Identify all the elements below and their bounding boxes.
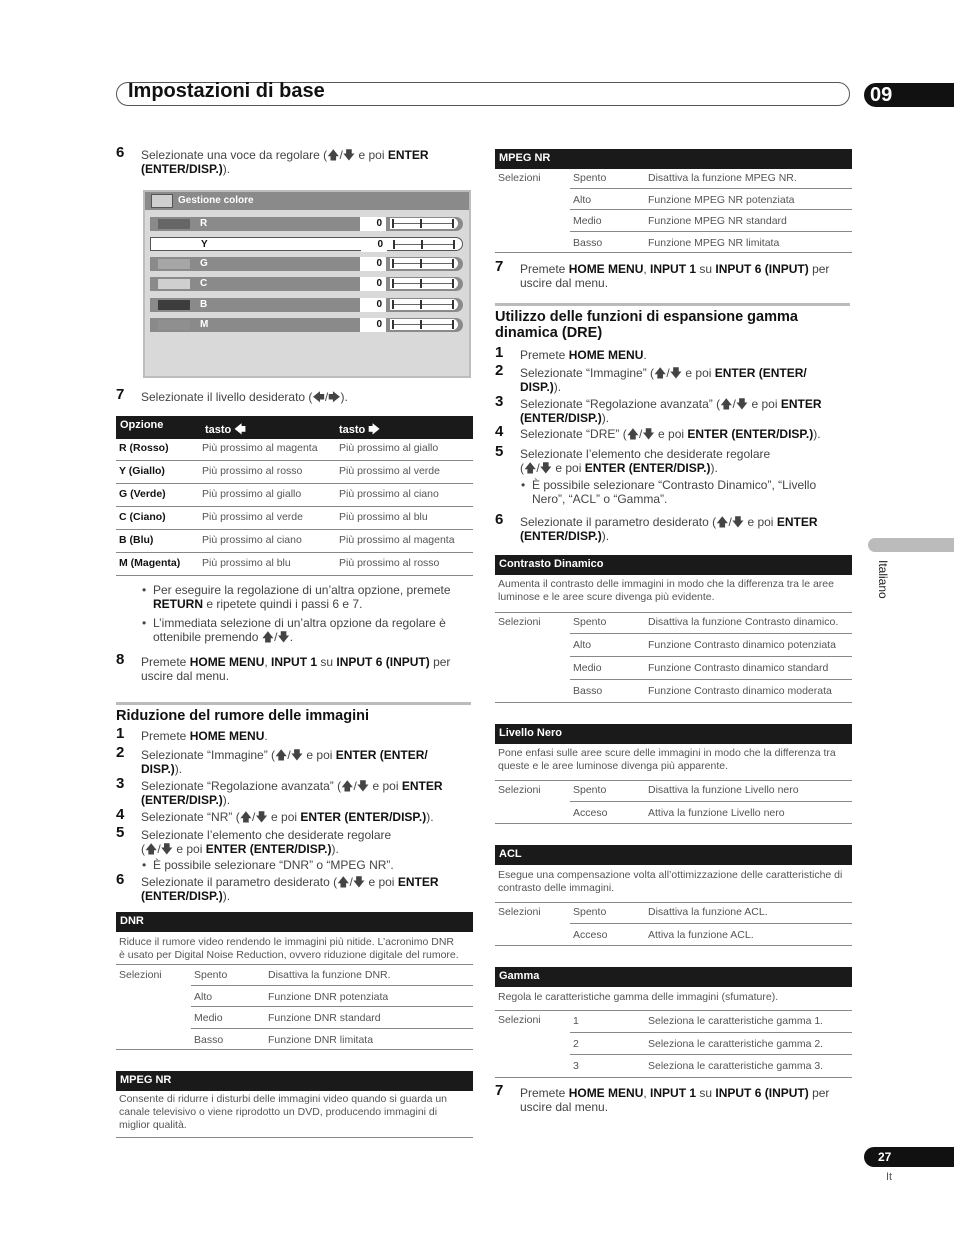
slider-end [452, 279, 454, 288]
contrasto-selections-label: Selezioni [498, 616, 541, 628]
dre-step-1: 1 Premete HOME MENU. [495, 344, 647, 362]
option-right-effect: Più prossimo al giallo [339, 442, 439, 454]
selection-option: 2 [573, 1037, 579, 1050]
color-label: M [200, 319, 209, 330]
gamma-table-header: Gamma [495, 967, 852, 987]
gamma-selections-label: Selezioni [498, 1014, 541, 1026]
divider [116, 1049, 473, 1050]
color-swatch [159, 240, 191, 250]
selection-option: Basso [194, 1033, 224, 1046]
color-slider[interactable] [390, 299, 458, 310]
mpeg-selections-label: Selezioni [498, 172, 541, 184]
mpeg-left-table-header: MPEG NR [116, 1071, 473, 1091]
divider [570, 231, 852, 232]
selection-option: Acceso [573, 806, 608, 819]
mpeg-left-description: Consente di ridurre i disturbi delle immagini video quando si guarda un canale televisivo o viene riprodotto un DVD, producendo immagini di miglior qualità. [119, 1093, 448, 1131]
color-swatch [158, 279, 190, 289]
option-name: C (Ciano) [119, 511, 166, 523]
slider-end [452, 259, 454, 268]
livello-table-header: Livello Nero [495, 724, 852, 744]
contrasto-description: Aumenta il contrasto delle immagini in modo che la differenza tra le aree luminose e le aree scure divenga più evidente. [498, 578, 834, 603]
page-number: 27 [864, 1147, 954, 1167]
color-value: 0 [361, 238, 387, 252]
selection-option: Spento [573, 616, 607, 628]
gamma-description: Regola le caratteristiche gamma delle immagini (sfumature). [498, 991, 779, 1003]
selection-option: Alto [573, 639, 592, 651]
selection-option: Alto [573, 193, 592, 206]
color-slider[interactable] [390, 258, 458, 269]
divider [570, 679, 852, 680]
section-heading-dre: Utilizzo delle funzioni di espansione gamma dinamica (DRE) [495, 309, 798, 341]
option-name: G (Verde) [119, 488, 166, 500]
selection-effect: Funzione MPEG NR potenziata [648, 193, 795, 206]
selection-option: Medio [573, 215, 602, 227]
slider-track [394, 283, 454, 284]
color-swatch [158, 320, 190, 330]
bullet-return: • Per eseguire la regolazione di un’altra opzione, premete RETURN e ripetete quindi i passi 6 e 7. [153, 583, 473, 611]
option-right-effect: Più prossimo al verde [339, 465, 440, 477]
nr-step-4: 4 Selezionate “NR” (🡅/🡇 e poi ENTER (ENTER/DISP.)). [116, 806, 434, 824]
color-slider[interactable] [390, 278, 458, 289]
slider-end [452, 300, 454, 309]
slider-end [452, 219, 454, 228]
selection-effect: Funzione Contrasto dinamico standard [648, 662, 829, 674]
option-left-effect: Più prossimo al blu [202, 557, 291, 569]
selection-effect: Seleziona le caratteristiche gamma 2. [648, 1037, 824, 1050]
divider [495, 945, 852, 946]
step-7: 7 Selezionate il livello desiderato (🡄/🡆). [116, 386, 348, 404]
section-rule [495, 303, 850, 306]
option-right-effect: Più prossimo al ciano [339, 488, 439, 500]
divider [570, 801, 852, 802]
divider [570, 209, 852, 210]
nr-step-5: 5 Selezionate l’elemento che desiderate regolare (🡅/🡇 e poi ENTER (ENTER/DISP.)). [116, 824, 392, 856]
nr-step-6: 6 Selezionate il parametro desiderato (🡅/🡇 e poi ENTER (ENTER/DISP.)). [116, 871, 439, 903]
panel-title: Gestione colore [178, 195, 254, 206]
dre-step-6: 6 Selezionate il parametro desiderato (🡅/🡇 e poi ENTER (ENTER/DISP.)). [495, 511, 818, 543]
selection-effect: Disattiva la funzione Livello nero [648, 784, 799, 796]
dre-step-5: 5 Selezionate l’elemento che desiderate regolare (🡅/🡇 e poi ENTER (ENTER/DISP.)). [495, 443, 771, 475]
selection-effect: Funzione MPEG NR standard [648, 215, 787, 227]
color-label: C [200, 278, 208, 289]
selection-option: Spento [573, 906, 607, 918]
option-name: R (Rosso) [119, 442, 169, 454]
divider [116, 483, 473, 484]
nr-step-5-bullet: • È possibile selezionare “DNR” o “MPEG NR”. [153, 858, 473, 872]
mpeg-table-header: MPEG NR [495, 149, 852, 169]
acl-description: Esegue una compensazione volta all’ottimizzazione delle caratteristiche di contrasto delle immagini. [498, 869, 843, 894]
color-swatch [158, 219, 190, 229]
right-step-7a: 7 Premete HOME MENU, INPUT 1 su INPUT 6 (INPUT) per uscire dal menu. [495, 258, 830, 290]
dre-step-4: 4 Selezionate “DRE” (🡅/🡇 e poi ENTER (ENTER/DISP.)). [495, 423, 821, 441]
color-row[interactable] [150, 217, 463, 231]
option-right-effect: Più prossimo al magenta [339, 534, 455, 546]
divider [495, 252, 852, 253]
divider [495, 1010, 852, 1011]
selection-option: Medio [573, 662, 602, 674]
selection-effect: Attiva la funzione Livello nero [648, 806, 785, 819]
dnr-selections-label: Selezioni [119, 969, 162, 981]
nr-step-2: 2 Selezionate “Immagine” (🡅/🡇 e poi ENTER (ENTER/ DISP.)). [116, 744, 428, 776]
right-step-7b: 7 Premete HOME MENU, INPUT 1 su INPUT 6 (INPUT) per uscire dal menu. [495, 1082, 830, 1114]
divider [495, 1077, 852, 1078]
divider [570, 923, 852, 924]
color-swatch [158, 300, 190, 310]
section-rule [116, 702, 471, 705]
color-value: 0 [360, 217, 386, 231]
selection-effect: Funzione Contrasto dinamico potenziata [648, 639, 836, 651]
acl-selections-label: Selezioni [498, 906, 541, 918]
slider-track [394, 223, 454, 224]
color-label: B [200, 299, 208, 310]
divider [116, 964, 473, 965]
color-swatch [158, 259, 190, 269]
palette-icon [151, 194, 173, 208]
selection-effect: Disattiva la funzione ACL. [648, 906, 768, 918]
page-title: Impostazioni di base [128, 80, 325, 102]
option-left-effect: Più prossimo al magenta [202, 442, 318, 454]
selection-option: 1 [573, 1015, 579, 1027]
option-table-header: Opzione tasto 🡄 tasto 🡆 [116, 416, 473, 439]
divider [191, 1006, 473, 1007]
divider [116, 1137, 473, 1138]
color-row[interactable] [150, 257, 463, 271]
selection-effect: Seleziona le caratteristiche gamma 1. [648, 1015, 824, 1027]
option-name: B (Blu) [119, 534, 154, 546]
slider-end [453, 240, 455, 249]
language-label: Italiano [876, 560, 890, 599]
divider [495, 702, 852, 703]
divider [570, 656, 852, 657]
color-value: 0 [360, 298, 386, 312]
slider-track [395, 244, 455, 245]
selection-effect: Disattiva la funzione MPEG NR. [648, 172, 797, 184]
selection-option: Spento [194, 969, 228, 981]
divider [116, 575, 473, 576]
color-value: 0 [360, 257, 386, 271]
option-left-effect: Più prossimo al ciano [202, 534, 302, 546]
color-value: 0 [360, 318, 386, 332]
color-slider[interactable] [390, 218, 458, 229]
selection-effect: Seleziona le caratteristiche gamma 3. [648, 1060, 824, 1072]
divider [570, 1032, 852, 1033]
divider [191, 985, 473, 986]
nr-step-3: 3 Selezionate “Regolazione avanzata” (🡅/🡇 e poi ENTER (ENTER/DISP.)). [116, 775, 443, 807]
selection-option: Alto [194, 990, 213, 1003]
slider-end [452, 320, 454, 329]
divider [570, 633, 852, 634]
slider-track [394, 304, 454, 305]
selection-option: Basso [573, 685, 603, 697]
selection-effect: Disattiva la funzione DNR. [268, 969, 391, 981]
divider [495, 823, 852, 824]
color-row[interactable] [150, 237, 463, 251]
livello-selections-label: Selezioni [498, 784, 541, 796]
selection-effect: Funzione DNR potenziata [268, 990, 389, 1003]
chapter-tab: 09 [864, 83, 954, 107]
color-row[interactable] [150, 298, 463, 312]
language-code: It [886, 1171, 893, 1183]
option-name: M (Magenta) [119, 557, 181, 569]
selection-option: Basso [573, 236, 603, 249]
step-8: 8 Premete HOME MENU, INPUT 1 su INPUT 6 (INPUT) per uscire dal menu. [116, 651, 451, 683]
selection-effect: Funzione DNR limitata [268, 1033, 374, 1046]
color-slider[interactable] [390, 319, 458, 330]
section-heading-nr: Riduzione del rumore delle immagini [116, 708, 369, 724]
step-6: 6 Selezionate una voce da regolare (🡅/🡇 e poi ENTER (ENTER/DISP.)). [116, 144, 429, 176]
option-left-effect: Più prossimo al verde [202, 511, 303, 523]
divider [191, 1028, 473, 1029]
divider [116, 506, 473, 507]
divider [570, 188, 852, 189]
contrasto-table-header: Contrasto Dinamico [495, 555, 852, 575]
divider [495, 612, 852, 613]
acl-table-header: ACL [495, 845, 852, 865]
dnr-table-header: DNR [116, 912, 473, 932]
divider [116, 460, 473, 461]
divider [116, 529, 473, 530]
selection-option: 3 [573, 1060, 579, 1072]
livello-description: Pone enfasi sulle aree scure delle immagini in modo che la differenza tra queste e le aree luminose divenga più apparente. [498, 747, 836, 772]
selection-option: Spento [573, 172, 607, 184]
color-label: G [200, 258, 208, 269]
selection-option: Spento [573, 784, 607, 796]
dre-step-5-bullet: • È possibile selezionare “Contrasto Dinamico”, “Livello Nero”, “ACL” o “Gamma”. [532, 478, 852, 506]
selection-effect: Funzione Contrasto dinamico moderata [648, 685, 832, 697]
slider-track [394, 324, 454, 325]
color-row[interactable] [150, 277, 463, 291]
option-name: Y (Giallo) [119, 465, 165, 477]
option-right-effect: Più prossimo al rosso [339, 557, 440, 569]
divider [570, 1054, 852, 1055]
selection-effect: Disattiva la funzione Contrasto dinamico. [648, 616, 839, 628]
option-left-effect: Più prossimo al giallo [202, 488, 302, 500]
divider [495, 902, 852, 903]
bullet-quick-select: • L’immediata selezione di un’altra opzione da regolare è ottenibile premendo 🡅/🡇. [153, 616, 473, 644]
dre-step-3: 3 Selezionate “Regolazione avanzata” (🡅/🡇 e poi ENTER (ENTER/DISP.)). [495, 393, 822, 425]
dre-step-2: 2 Selezionate “Immagine” (🡅/🡇 e poi ENTER (ENTER/ DISP.)). [495, 362, 807, 394]
divider [495, 780, 852, 781]
selection-effect: Funzione DNR standard [268, 1012, 381, 1024]
slider-track [394, 263, 454, 264]
selection-effect: Attiva la funzione ACL. [648, 928, 754, 941]
selection-effect: Funzione MPEG NR limitata [648, 236, 780, 249]
divider [116, 552, 473, 553]
color-row[interactable] [150, 318, 463, 332]
color-label: Y [201, 239, 208, 250]
option-left-effect: Più prossimo al rosso [202, 465, 303, 477]
color-value: 0 [360, 277, 386, 291]
color-slider[interactable] [391, 239, 459, 250]
selection-option: Acceso [573, 928, 608, 941]
color-label: R [200, 218, 208, 229]
nr-step-1: 1 Premete HOME MENU. [116, 725, 268, 743]
language-tab [868, 538, 954, 552]
selection-option: Medio [194, 1012, 223, 1024]
option-right-effect: Più prossimo al blu [339, 511, 428, 523]
dnr-description: Riduce il rumore video rendendo le immagini più nitide. L’acronimo DNR è usato per Digital Noise Reduction, ovvero riduzione digitale del rumore. [119, 936, 459, 961]
